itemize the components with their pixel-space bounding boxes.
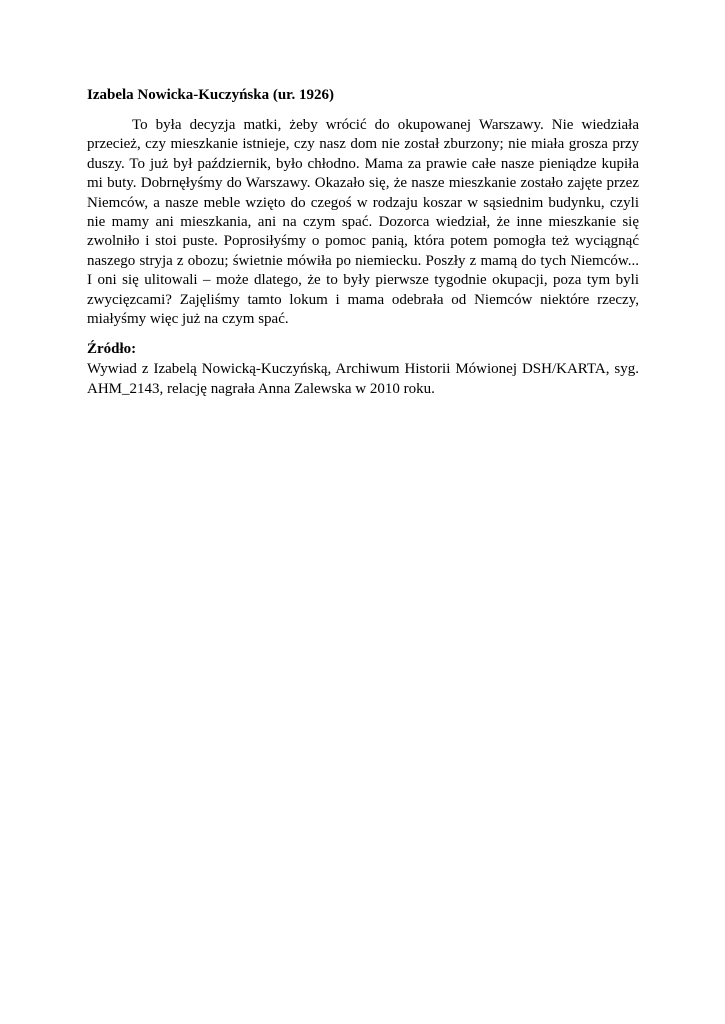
document-page bbox=[87, 86, 639, 399]
source-heading: Źródło: bbox=[87, 341, 137, 358]
source-citation: Wywiad z Izabelą Nowicką-Kuczyńską, Archiwum Historii Mówionej DSH/KARTA, syg. AHM_2143, relację nagrała Anna Zalewska w 2010 roku. bbox=[87, 361, 639, 397]
document-title: Izabela Nowicka-Kuczyńska (ur. 1926) bbox=[87, 87, 334, 103]
testimony-paragraph: To była decyzja matki, żeby wrócić do okupowanej Warszawy. Nie wiedziała przecież, czy mieszkanie istnieje, czy nasz dom nie został zburzony; nie miała grosza przy duszy. To już był październik, było chłodno. Mama za prawie całe nasze pieniądze kupiła mi buty. Dobrnęłyśmy do Warszawy. Okazało się, że nasze mieszkanie zostało zajęte przez Niemców, a nasze meble wzięto do czegoś w rodzaju koszar w sąsiednim budynku, czyli nie mamy ani mieszkania, ani na czym spać. Dozorca wiedział, że inne mieszkanie się zwolniło i stoi puste. Poprosiłyśmy o pomoc panią, która potem pomogła też wyciągnąć naszego stryja z obozu; świetnie mówiła po niemiecku. Poszły z mamą do tych Niemców... I oni się ulitowali – może dlatego, że to były pierwsze tygodnie okupacji, poza tym byli zwycięzcami? Zajęliśmy tamto lokum i mama odebrała od Niemców niektóre rzeczy, miałyśmy więc już na czym spać. bbox=[87, 117, 639, 328]
